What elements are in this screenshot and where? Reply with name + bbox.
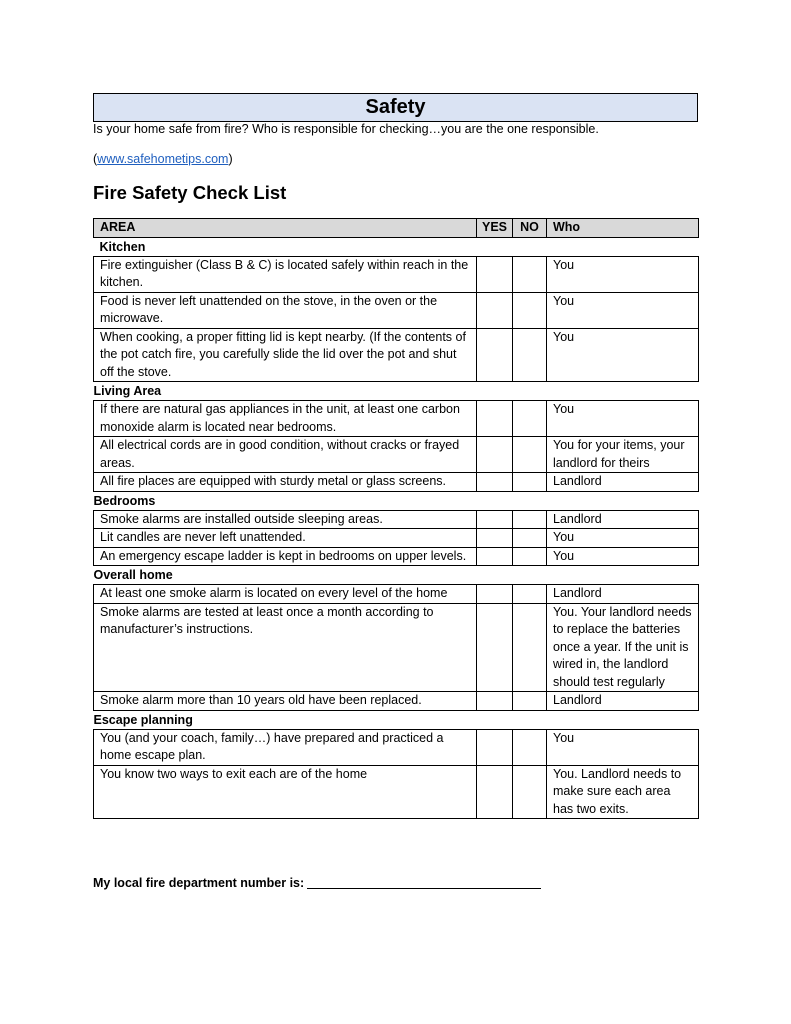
table-row xyxy=(94,292,699,328)
source-open-paren: ( xyxy=(93,152,98,166)
yes-checkbox-cell[interactable] xyxy=(477,256,513,292)
header-no: NO xyxy=(513,219,547,238)
no-checkbox-cell[interactable] xyxy=(513,437,547,473)
table-row xyxy=(94,256,699,292)
yes-checkbox-cell[interactable] xyxy=(477,328,513,382)
area-cell: An emergency escape ladder is kept in bedrooms on upper levels. xyxy=(94,547,477,566)
yes-checkbox-cell[interactable] xyxy=(477,765,513,819)
area-cell: Smoke alarm more than 10 years old have been replaced. xyxy=(94,692,477,711)
no-checkbox-cell[interactable] xyxy=(513,765,547,819)
title-banner xyxy=(93,93,698,122)
no-checkbox-cell[interactable] xyxy=(513,256,547,292)
no-checkbox-cell[interactable] xyxy=(513,729,547,765)
section-cell xyxy=(94,566,699,585)
who-cell: Landlord xyxy=(547,692,699,711)
section-title: Overall home xyxy=(93,568,173,582)
fire-department-label: My local fire department number is: xyxy=(93,876,305,890)
area-cell: At least one smoke alarm is located on every level of the home xyxy=(94,585,477,604)
who-cell: You xyxy=(547,256,699,292)
table-header-row xyxy=(94,219,699,238)
section-row xyxy=(94,710,699,729)
section-title: Kitchen xyxy=(99,239,146,254)
table-row xyxy=(94,510,699,529)
area-cell: You know two ways to exit each are of the home xyxy=(94,765,477,819)
checklist-heading: Fire Safety Check List xyxy=(93,182,287,203)
section-cell xyxy=(94,382,699,401)
table-row xyxy=(94,473,699,492)
area-cell: You (and your coach, family…) have prepared and practiced a home escape plan. xyxy=(94,729,477,765)
no-checkbox-cell[interactable] xyxy=(513,529,547,548)
yes-checkbox-cell[interactable] xyxy=(477,510,513,529)
table-row xyxy=(94,328,699,382)
table-row xyxy=(94,585,699,604)
source-line xyxy=(93,152,233,166)
table-row xyxy=(94,603,699,692)
area-cell: Smoke alarms are installed outside sleeping areas. xyxy=(94,510,477,529)
table-row xyxy=(94,401,699,437)
yes-checkbox-cell[interactable] xyxy=(477,603,513,692)
fire-department-line xyxy=(93,875,541,890)
no-checkbox-cell[interactable] xyxy=(513,473,547,492)
no-checkbox-cell[interactable] xyxy=(513,328,547,382)
section-cell xyxy=(94,491,699,510)
who-cell: Landlord xyxy=(547,473,699,492)
yes-checkbox-cell[interactable] xyxy=(477,729,513,765)
source-close-paren: ) xyxy=(228,152,233,166)
area-cell: Fire extinguisher (Class B & C) is located safely within reach in the kitchen. xyxy=(94,256,477,292)
section-row xyxy=(94,566,699,585)
section-row xyxy=(94,237,699,256)
yes-checkbox-cell[interactable] xyxy=(477,692,513,711)
section-row xyxy=(94,491,699,510)
who-cell: You xyxy=(547,547,699,566)
source-link[interactable]: www.safehometips.com xyxy=(97,152,229,166)
who-cell: You. Your landlord needs to replace the batteries once a year. If the unit is wired in, the landlord should test regularly xyxy=(547,603,699,692)
no-checkbox-cell[interactable] xyxy=(513,292,547,328)
header-yes: YES xyxy=(477,219,513,238)
section-title: Living Area xyxy=(93,384,162,398)
section-cell xyxy=(94,237,699,256)
table-row xyxy=(94,437,699,473)
no-checkbox-cell[interactable] xyxy=(513,585,547,604)
who-cell: You xyxy=(547,401,699,437)
no-checkbox-cell[interactable] xyxy=(513,401,547,437)
no-checkbox-cell[interactable] xyxy=(513,510,547,529)
page-title: Safety xyxy=(365,96,426,118)
yes-checkbox-cell[interactable] xyxy=(477,547,513,566)
intro-text: Is your home safe from fire? Who is responsible for checking…you are the one responsible. xyxy=(93,122,599,136)
who-cell: You. Landlord needs to make sure each area has two exits. xyxy=(547,765,699,819)
who-cell: You for your items, your landlord for theirs xyxy=(547,437,699,473)
no-checkbox-cell[interactable] xyxy=(513,603,547,692)
who-cell: You xyxy=(547,729,699,765)
who-cell: You xyxy=(547,529,699,548)
fire-department-number-blank[interactable] xyxy=(307,875,541,889)
yes-checkbox-cell[interactable] xyxy=(477,529,513,548)
table-row xyxy=(94,547,699,566)
header-who: Who xyxy=(547,219,699,238)
area-cell: All electrical cords are in good condition, without cracks or frayed areas. xyxy=(94,437,477,473)
yes-checkbox-cell[interactable] xyxy=(477,292,513,328)
table-row xyxy=(94,729,699,765)
table-row xyxy=(94,765,699,819)
area-cell: Food is never left unattended on the stove, in the oven or the microwave. xyxy=(94,292,477,328)
section-row xyxy=(94,382,699,401)
checklist-body xyxy=(94,237,699,819)
who-cell: You xyxy=(547,328,699,382)
header-area: AREA xyxy=(94,219,477,238)
yes-checkbox-cell[interactable] xyxy=(477,401,513,437)
yes-checkbox-cell[interactable] xyxy=(477,473,513,492)
who-cell: Landlord xyxy=(547,585,699,604)
table-row xyxy=(94,529,699,548)
area-cell: When cooking, a proper fitting lid is kept nearby. (If the contents of the pot catch fire, you carefully slide the lid over the pot and shut off the stove. xyxy=(94,328,477,382)
no-checkbox-cell[interactable] xyxy=(513,547,547,566)
table-row xyxy=(94,692,699,711)
area-cell: All fire places are equipped with sturdy metal or glass screens. xyxy=(94,473,477,492)
area-cell: If there are natural gas appliances in the unit, at least one carbon monoxide alarm is located near bedrooms. xyxy=(94,401,477,437)
fire-safety-checklist-table xyxy=(93,218,699,819)
section-cell xyxy=(94,710,699,729)
area-cell: Lit candles are never left unattended. xyxy=(94,529,477,548)
section-title: Bedrooms xyxy=(93,493,156,508)
section-title: Escape planning xyxy=(93,712,193,727)
no-checkbox-cell[interactable] xyxy=(513,692,547,711)
yes-checkbox-cell[interactable] xyxy=(477,585,513,604)
who-cell: Landlord xyxy=(547,510,699,529)
area-cell: Smoke alarms are tested at least once a month according to manufacturer’s instructions. xyxy=(94,603,477,692)
who-cell: You xyxy=(547,292,699,328)
yes-checkbox-cell[interactable] xyxy=(477,437,513,473)
